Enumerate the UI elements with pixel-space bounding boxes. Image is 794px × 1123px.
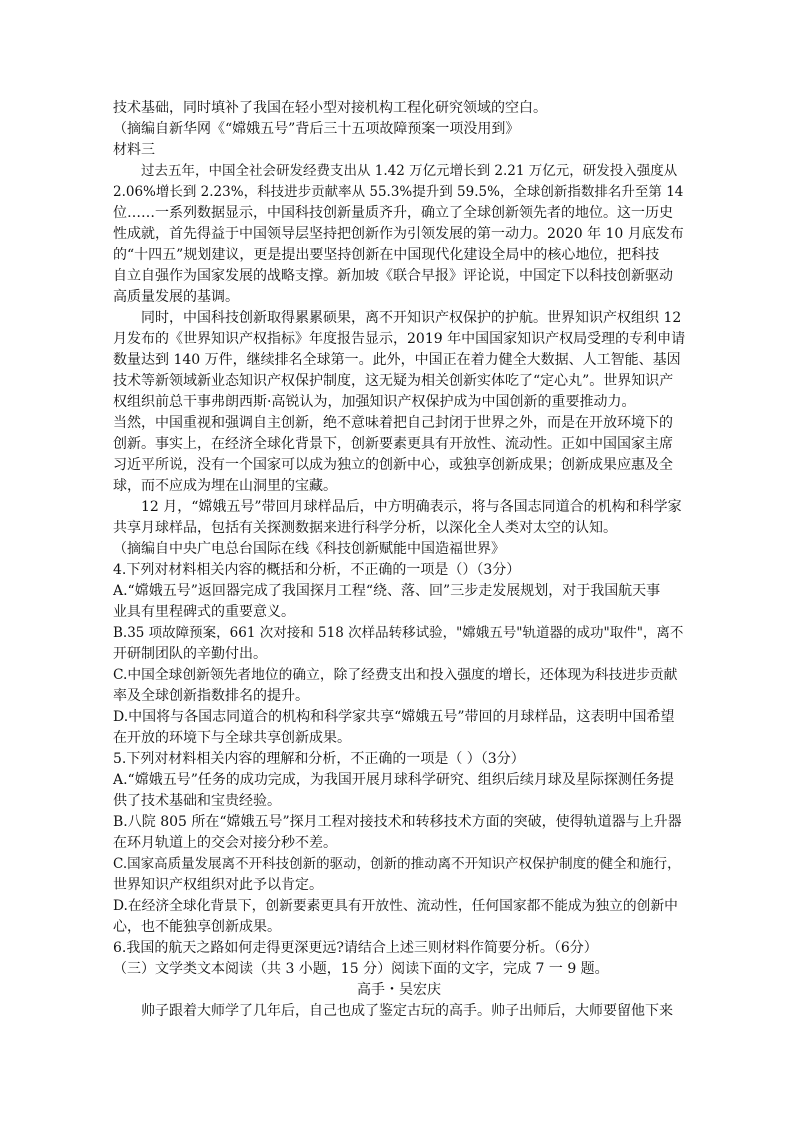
- text-line: 性成就，首先得益于中国领导层坚持把创新作为引领发展的第一动力。2020 年 10 月底发布: [113, 226, 684, 242]
- option-line: 世界知识产权组织对此予以肯定。: [113, 877, 323, 893]
- story-title: 高手・吴宏庆: [357, 982, 441, 998]
- section-heading: 材料三: [113, 142, 155, 158]
- text-line: 球，而不应成为埋在山洞里的宝藏。: [113, 478, 337, 494]
- text-line: 月发布的《世界知识产权指标》年度报告显示，2019 年中国国家知识产权局受理的专利申请: [113, 331, 686, 347]
- text-line: 同时，中国科技创新取得累累硕果，离不开知识产权保护的护航。世界知识产权组织 12: [141, 310, 682, 326]
- text-line: 创新。事实上，在经济全球化背景下，创新要素更具有开放性、流动性。正如中国国家主席: [113, 436, 673, 452]
- text-line: 过去五年，中国全社会研发经费支出从 1.42 万亿元增长到 2.21 万亿元，研发投入强度从: [141, 163, 678, 179]
- text-line: 当然，中国重视和强调自主创新，绝不意味着把自己封闭于世界之外，而是在开放环境下的: [113, 415, 673, 431]
- text-line: 权组织前总干事弗朗西斯·高锐认为，加强知识产权保护成为中国创新的重要推动力。: [113, 394, 636, 410]
- option-line: A.“嫦娥五号”返回器完成了我国探月工程“绕、落、回”三步走发展规划，对于我国航天事: [113, 583, 661, 599]
- option-line: D.在经济全球化背景下，创新要素更具有开放性、流动性，任何国家都不能成为独立的创新中: [113, 898, 678, 914]
- question-6: 6.我国的航天之路如何走得更深更远?请结合上述三则材料作简要分析。（6分）: [113, 940, 598, 956]
- option-line: 开研制团队的辛勤付出。: [113, 646, 267, 662]
- text-line: 技术等新领域新业态知识产权保护制度，这无疑为相关创新实体吃了“定心丸”。世界知识产: [113, 373, 674, 389]
- option-line: 业具有里程碑式的重要意义。: [113, 604, 295, 620]
- text-line: 自立自强作为国家发展的战略支撑。新加坡《联合早报》评论说，中国定下以科技创新驱动: [113, 268, 673, 284]
- option-line: 率及全球创新指数排名的提升。: [113, 688, 309, 704]
- option-line: A.“嫦娥五号”任务的成功完成，为我国开展月球科学研究、组织后续月球及星际探测任务提: [113, 772, 674, 788]
- text-line: 习近平所说，没有一个国家可以成为独立的创新中心，或独享创新成果；创新成果应惠及全: [113, 457, 673, 473]
- option-line: 在开放的环境下与全球共享创新成果。: [113, 730, 351, 746]
- text-line: 高质量发展的基调。: [113, 289, 239, 305]
- option-line: C.国家高质量发展离不开科技创新的驱动，创新的推动离不开知识产权保护制度的健全和施行，: [113, 856, 681, 872]
- text-line: 位……一系列数据显示，中国科技创新量质齐升，确立了全球创新领先者的地位。这一历史: [113, 205, 673, 221]
- option-line: B.八院 805 所在“嫦娥五号”探月工程对接技术和转移技术方面的突破，使得轨道器与上升器: [113, 814, 682, 830]
- option-line: B.35 项故障预案，661 次对接和 518 次样品转移试验，"嫦娥五号"轨道器的成功"取件"，离不: [113, 625, 684, 641]
- question-5: 5.下列对材料相关内容的理解和分析，不正确的一项是（ ）（3分）: [113, 751, 525, 767]
- text-line: 帅子跟着大师学了几年后，自己也成了鉴定古玩的高手。帅子出师后，大师要留他下来: [141, 1003, 673, 1019]
- option-line: C.中国全球创新领先者地位的确立，除了经费支出和投入强度的增长，还体现为科技进步贡献: [113, 667, 678, 683]
- text-line: 技术基础，同时填补了我国在轻小型对接机构工程化研究领域的空白。: [113, 100, 547, 116]
- text-line: 数量达到 140 万件，继续排名全球第一。此外，中国正在着力健全大数据、人工智能、基因: [113, 352, 681, 368]
- text-line: 共享月球样品，包括有关探测数据来进行科学分析，以深化全人类对太空的认知。: [113, 520, 617, 536]
- text-line: 2.06%增长到 2.23%，科技进步贡献率从 55.3%提升到 59.5%，全球创新指数排名升至第 14: [113, 184, 684, 200]
- option-line: 供了技术基础和宝贵经验。: [113, 793, 281, 809]
- question-4: 4.下列对材料相关内容的概括和分析，不正确的一项是（）（3分）: [113, 562, 521, 578]
- source-citation: （摘编自新华网《“嫦娥五号”背后三十五项故障预案一项没用到》: [113, 121, 520, 137]
- source-citation: （摘编自中央广电总台国际在线《科技创新赋能中国造福世界》: [113, 541, 505, 557]
- text-line: 12 月，“嫦娥五号”带回月球样品后，中方明确表示，将与各国志同道合的机构和科学家: [141, 499, 682, 515]
- option-line: 心，也不能独享创新成果。: [113, 919, 281, 935]
- option-line: 在环月轨道上的交会对接分秒不差。: [113, 835, 337, 851]
- section-heading: （三）文学类文本阅读（共 3 小题，15 分）阅读下面的文字，完成 7 一 9 题。: [113, 961, 609, 977]
- text-line: 的“十四五”规划建议，更是提出要坚持创新在中国现代化建设全局中的核心地位，把科技: [113, 247, 660, 263]
- option-line: D.中国将与各国志同道合的机构和科学家共享“嫦娥五号”带回的月球样品，这表明中国希望: [113, 709, 675, 725]
